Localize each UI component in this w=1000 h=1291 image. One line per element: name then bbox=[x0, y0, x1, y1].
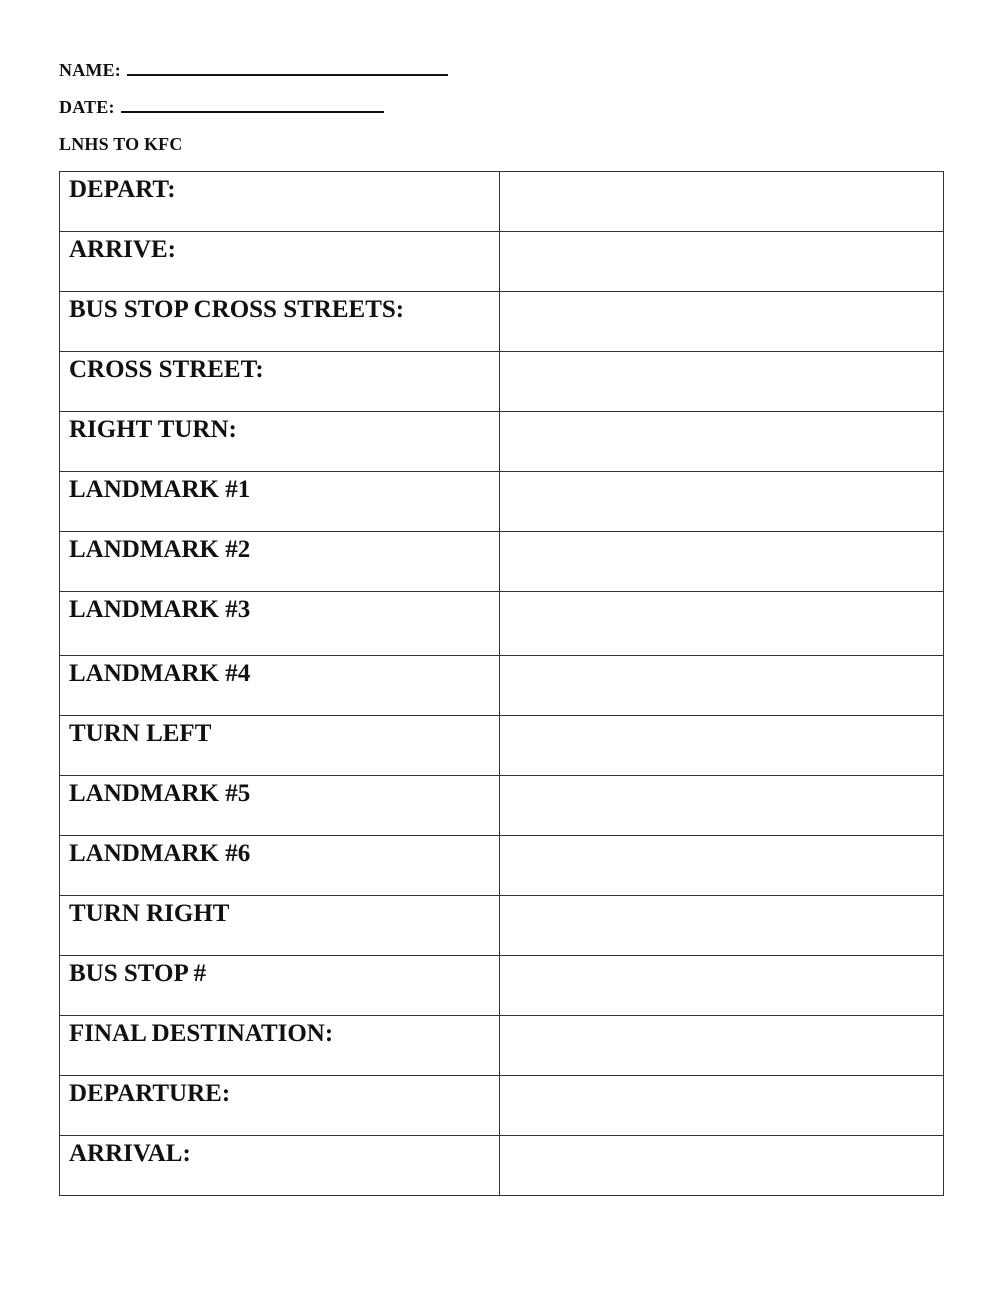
row-answer-field[interactable] bbox=[500, 592, 944, 656]
table-row bbox=[60, 472, 944, 532]
name-blank-field[interactable] bbox=[127, 60, 448, 76]
table-row bbox=[60, 172, 944, 232]
row-answer-field[interactable] bbox=[500, 716, 944, 776]
row-label: RIGHT TURN: bbox=[60, 412, 500, 472]
table-row bbox=[60, 836, 944, 896]
table-row bbox=[60, 656, 944, 716]
row-label: FINAL DESTINATION: bbox=[60, 1016, 500, 1076]
row-answer-field[interactable] bbox=[500, 292, 944, 352]
date-label: DATE: bbox=[59, 97, 115, 117]
table-row bbox=[60, 1016, 944, 1076]
row-answer-field[interactable] bbox=[500, 1016, 944, 1076]
row-answer-field[interactable] bbox=[500, 352, 944, 412]
row-label: DEPART: bbox=[60, 172, 500, 232]
row-answer-field[interactable] bbox=[500, 836, 944, 896]
row-answer-field[interactable] bbox=[500, 776, 944, 836]
row-label: LANDMARK #2 bbox=[60, 532, 500, 592]
table-row bbox=[60, 412, 944, 472]
row-label: BUS STOP CROSS STREETS: bbox=[60, 292, 500, 352]
row-answer-field[interactable] bbox=[500, 472, 944, 532]
date-line bbox=[59, 97, 384, 118]
route-table bbox=[59, 171, 944, 1196]
name-line bbox=[59, 60, 448, 81]
row-label: LANDMARK #6 bbox=[60, 836, 500, 896]
route-title: LNHS TO KFC bbox=[59, 134, 183, 154]
row-answer-field[interactable] bbox=[500, 656, 944, 716]
row-label: LANDMARK #4 bbox=[60, 656, 500, 716]
table-row bbox=[60, 716, 944, 776]
row-label: DEPARTURE: bbox=[60, 1076, 500, 1136]
row-label: TURN LEFT bbox=[60, 716, 500, 776]
row-answer-field[interactable] bbox=[500, 172, 944, 232]
row-label: CROSS STREET: bbox=[60, 352, 500, 412]
row-answer-field[interactable] bbox=[500, 412, 944, 472]
row-label: LANDMARK #5 bbox=[60, 776, 500, 836]
table-row bbox=[60, 1136, 944, 1196]
row-answer-field[interactable] bbox=[500, 1076, 944, 1136]
table-row bbox=[60, 956, 944, 1016]
row-answer-field[interactable] bbox=[500, 956, 944, 1016]
row-answer-field[interactable] bbox=[500, 232, 944, 292]
table-row bbox=[60, 592, 944, 656]
row-answer-field[interactable] bbox=[500, 896, 944, 956]
table-row bbox=[60, 232, 944, 292]
table-row bbox=[60, 776, 944, 836]
row-label: LANDMARK #3 bbox=[60, 592, 500, 656]
row-label: TURN RIGHT bbox=[60, 896, 500, 956]
table-row bbox=[60, 1076, 944, 1136]
row-answer-field[interactable] bbox=[500, 532, 944, 592]
table-row bbox=[60, 292, 944, 352]
name-label: NAME: bbox=[59, 60, 121, 80]
table-row bbox=[60, 896, 944, 956]
table-row bbox=[60, 352, 944, 412]
row-label: ARRIVAL: bbox=[60, 1136, 500, 1196]
row-answer-field[interactable] bbox=[500, 1136, 944, 1196]
row-label: ARRIVE: bbox=[60, 232, 500, 292]
row-label: LANDMARK #1 bbox=[60, 472, 500, 532]
table-row bbox=[60, 532, 944, 592]
date-blank-field[interactable] bbox=[121, 97, 384, 113]
row-label: BUS STOP # bbox=[60, 956, 500, 1016]
